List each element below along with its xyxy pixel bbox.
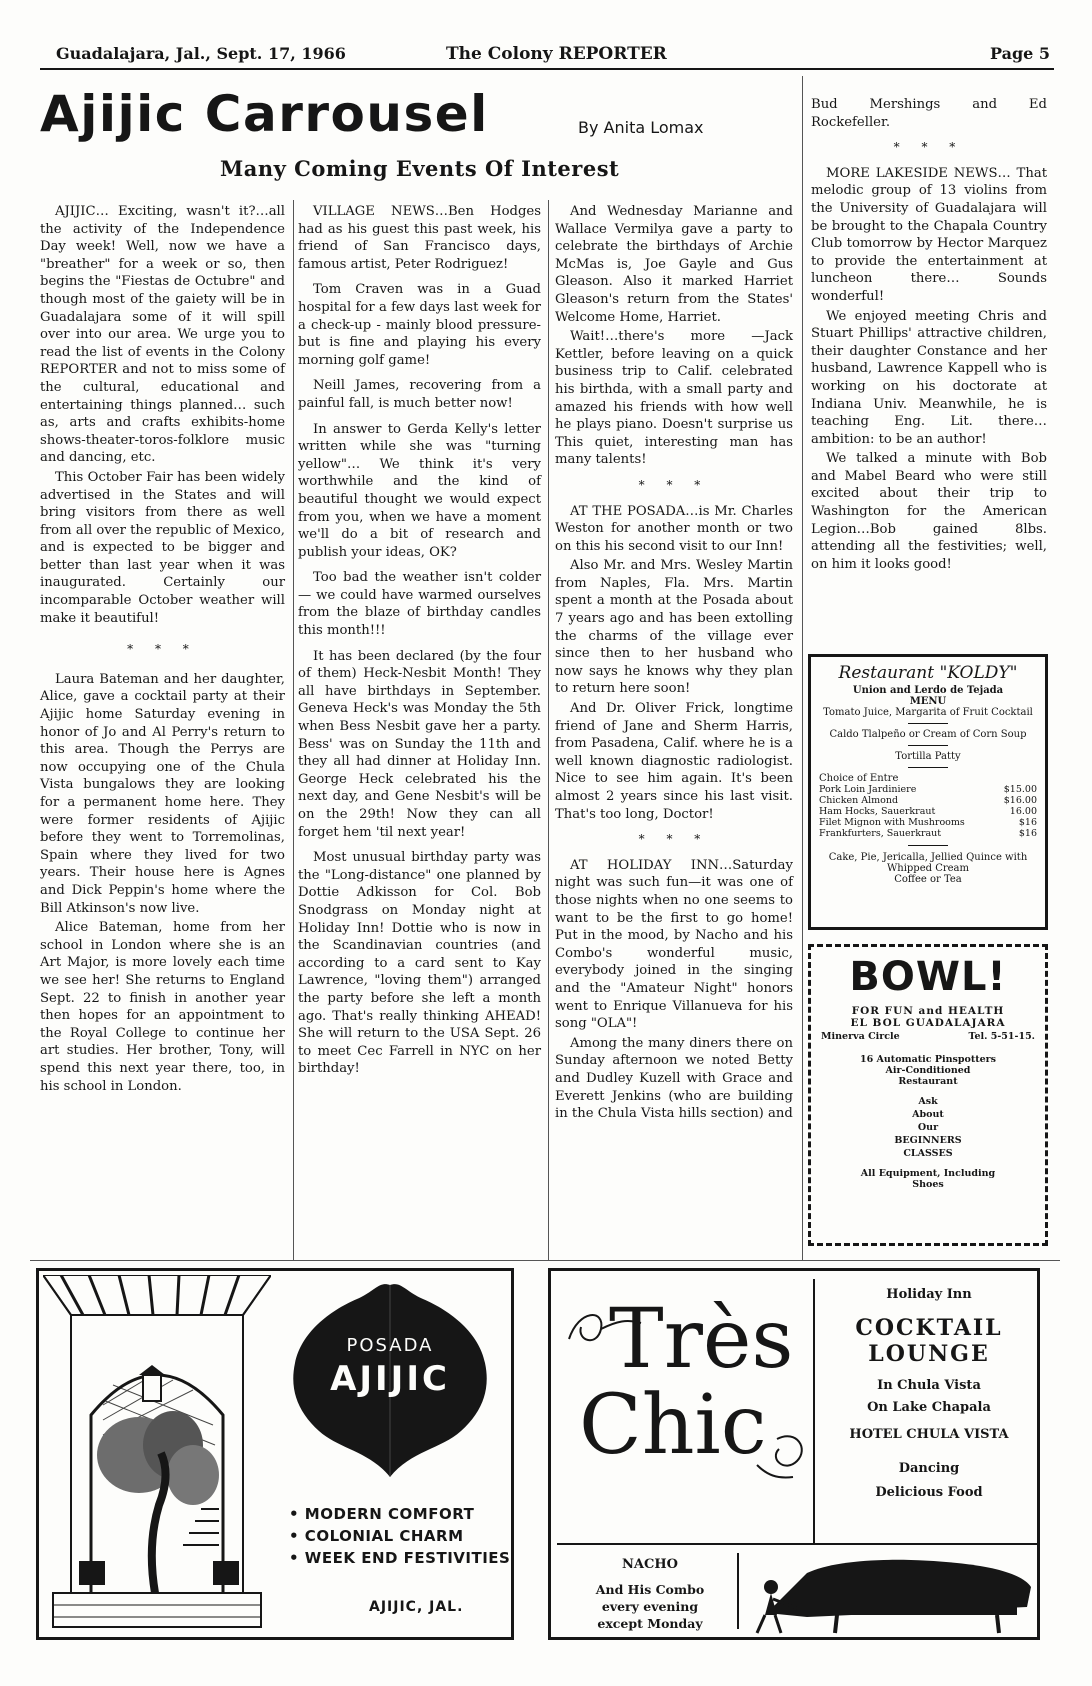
restaurant-koldy-ad — [808, 654, 1048, 930]
act-name: NACHO — [622, 1557, 678, 1572]
ad-entree-row — [819, 828, 1037, 839]
ad-menu-item: Caldo Tlalpeño or Cream of Corn Soup — [829, 729, 1027, 740]
bowl-ad — [808, 944, 1048, 1246]
ad-entree-row — [819, 795, 1037, 806]
act-detail-line: every evening — [601, 1599, 699, 1614]
lounge-features — [819, 1457, 1039, 1505]
ad-phone: Tel. 5-51-15. — [968, 1031, 1035, 1042]
divider — [908, 723, 948, 724]
tres-chic-brand-line2: Chic — [579, 1378, 767, 1473]
ad-classes-line: CLASSES — [903, 1148, 953, 1159]
lounge-title — [819, 1315, 1039, 1367]
lounge-feature: Delicious Food — [875, 1485, 983, 1500]
ad-line: EL BOL GUADALAJARA — [850, 1017, 1006, 1029]
ad-entree-row — [819, 817, 1037, 828]
posada-bullets — [289, 1503, 510, 1569]
article-column-2 — [298, 203, 541, 1078]
entree-name: Chicken Almond — [819, 795, 899, 806]
act-details — [575, 1581, 725, 1632]
hotel-name: HOTEL CHULA VISTA — [849, 1427, 1009, 1442]
column-rule — [548, 200, 549, 1260]
ad-feature: Air-Conditioned — [885, 1065, 971, 1076]
posada-bullet: • COLONIAL CHARM — [289, 1527, 464, 1545]
ad-entree-row — [819, 784, 1037, 795]
posada-bullet: • WEEK END FESTIVITIES — [289, 1549, 511, 1567]
entree-price: $16 — [1018, 828, 1037, 839]
divider — [813, 1279, 815, 1543]
article-column-3 — [555, 203, 793, 1123]
ad-feature: 16 Automatic Pinspotters — [860, 1054, 996, 1065]
ad-drinks: Coffee or Tea — [894, 874, 962, 885]
ad-dessert: Cake, Pie, Jericalla, Jellied Quince with Whipped Cream — [828, 852, 1028, 874]
column-rule — [802, 76, 803, 1260]
entree-price: $16 — [1018, 817, 1037, 828]
ad-menu-item: Tomato Juice, Margarita of Fruit Cocktail — [823, 707, 1033, 718]
ad-location: Minerva Circle — [821, 1031, 900, 1042]
posada-ajijic-ad — [36, 1268, 514, 1640]
section-divider: * * * — [893, 140, 965, 155]
masthead-paper-name: The Colony REPORTER — [446, 44, 667, 64]
ad-line: FOR FUN and HEALTH — [851, 1005, 1005, 1017]
paragraph: Alice Bateman, home from her school in London where she is an Art Major, is more lovely each time we see her! She returns to England Sept. 22 to finish in another year then hopes for an appointment to the Royal College to continue her art studies. Her brother, Tony, will spend this next year there, too, in his school in London. — [40, 920, 285, 1094]
lounge-location — [819, 1375, 1039, 1419]
masthead-page-number: Page 5 — [990, 44, 1051, 63]
entree-name: Ham Hocks, Sauerkraut — [819, 806, 936, 817]
paragraph: Among the many diners there on Sunday afternoon we noted Betty and Dudley Kuzell with Grace and Everett Jenkins (who are building in the Chula Vista hills section) and — [555, 1035, 793, 1122]
article-title: Ajijic Carrousel — [40, 85, 489, 143]
lounge-title-line: COCKTAIL — [855, 1315, 1003, 1341]
entree-name: Pork Loin Jardiniere — [819, 784, 917, 795]
ad-entree-row — [819, 806, 1037, 817]
ad-equipment: Shoes — [912, 1179, 944, 1190]
ad-classes — [821, 1095, 1035, 1160]
paragraph: It has been declared (by the four of them) Heck-Nesbit Month! They all have birthdays in September. Geneva Heck's was Monday the 5th when Bess Nesbit gave her a party. Bess' was on Sunday the 11th and they all had dinner at Holiday Inn. George Heck celebrated his the next day, and Gene Nesbit's will be on the 29th! Now they can all forget hem 'til next year! — [298, 648, 541, 840]
masthead-rule — [40, 68, 1054, 70]
posada-illustration — [43, 1275, 271, 1633]
paragraph: Tom Craven was in a Guad hospital for a few days last week for a check-up - mainly blood pressure- but is fine and playing his every morning golf game! — [298, 282, 541, 368]
column-rule — [293, 200, 294, 1260]
section-divider: * * * — [638, 477, 710, 492]
entree-price: 16.00 — [1009, 806, 1037, 817]
act-detail-line: except Monday — [597, 1616, 703, 1631]
entree-name: Filet Mignon with Mushrooms — [819, 817, 965, 828]
entree-price: $15.00 — [1003, 784, 1037, 795]
act-detail-line: And His Combo — [595, 1582, 705, 1597]
divider — [908, 845, 948, 846]
ad-headline: BOWL! — [849, 954, 1007, 1000]
divider — [557, 1543, 1037, 1545]
section-rule — [30, 1260, 1060, 1261]
divider — [908, 745, 948, 746]
ad-classes-line: BEGINNERS — [894, 1135, 962, 1146]
venue-name: Holiday Inn — [886, 1287, 972, 1302]
posada-name-line1: POSADA — [346, 1335, 434, 1356]
entree-price: $16.00 — [1003, 795, 1037, 806]
ad-menu-item: Tortilla Patty — [895, 751, 961, 762]
paragraph: Neill James, recovering from a painful fall, is much better now! — [298, 378, 541, 411]
paragraph: Laura Bateman and her daughter, Alice, gave a cocktail party at their Ajijic home Saturday evening in honor of Jo and Al Perry's return to this area. Though the Perrys are now occupying one of the Chula Vista bungalows they are looking for a permanent home here. They were former residents of Ajijic before they went to Torremolinas, Spain where they lived for two years. Their house here is Agnes and Dick Peppin's home where the Bill Atkinson's now live. — [40, 671, 285, 916]
entree-name: Frankfurters, Sauerkraut — [819, 828, 942, 839]
paragraph: MORE LAKESIDE NEWS… That melodic group of 13 violins from the University of Guadalajara will be brought to the Chapala Country Club tomorrow by Hector Marquez to provide the entertainment at luncheon there… Sounds wonderful! — [811, 165, 1047, 304]
paragraph: And Wednesday Marianne and Wallace Vermilya gave a party to celebrate the birthdays of Archie McMas is, Joe Gayle and Gus Gleason. Also it marked Harriet Gleason's return from the States' Welcome Home, Harriet. — [555, 204, 793, 325]
paragraph: Bud Mershings and Ed Rockefeller. — [811, 97, 1047, 130]
lounge-location-line: In Chula Vista — [877, 1378, 981, 1393]
section-divider: * * * — [127, 642, 198, 657]
tres-chic-brand-line1: Très — [609, 1292, 794, 1387]
divider — [737, 1553, 739, 1629]
paragraph: In answer to Gerda Kelly's letter written while she was "turning yellow"… We think it's very worthwhile and the kind of beautiful thought we would expect from you, when we have a moment we'll do a bit of research and publish your ideas, OK? — [298, 421, 541, 560]
ad-classes-line: Our — [917, 1122, 939, 1133]
article-column-1 — [40, 203, 285, 1095]
paragraph: And Dr. Oliver Frick, longtime friend of Jane and Sherm Harris, from Pasadena, Calif. where he is a well known diagnostic radiologist. Nice to see him again. It's been almost 2 years since his last visit. That's too long, Doctor! — [555, 701, 793, 822]
paragraph: Also Mr. and Mrs. Wesley Martin from Naples, Fla. Mrs. Martin spent a month at the Posada about 7 years ago and has been extolling the charms of the village ever since then to her husband who now says he knows why they plan to return here soon! — [555, 558, 793, 697]
paragraph: We talked a minute with Bob and Mabel Beard who were still excited about their trip to Washington for the American Legion…Bob gained 8lbs. attending all the festivities; well, on him it looks good! — [811, 451, 1047, 572]
tres-chic-ad — [548, 1268, 1040, 1640]
masthead-dateline: Guadalajara, Jal., Sept. 17, 1966 — [56, 44, 346, 63]
article-column-4 — [811, 96, 1047, 573]
paragraph: AJIJIC… Exciting, wasn't it?…all the activity of the Independence Day week! Well, now we have a "breather" for a week or so, then begins the "Fiestas de Octubre" and though most of the gaiety will be in Guadalajara some of it will spill over into our area. We urge you to read the list of events in the Colony REPORTER and not to miss some of the cultural, educational and entertaining things planned… such as, arts and crafts exhibits-home shows-theater-toros-folklore music and dancing, etc. — [40, 204, 285, 466]
paragraph: Wait!…there's more —Jack Kettler, before leaving on a quick business trip to Calif. celebrated his birthda, with a small party and amazed his friends with how well he plays piano. Doesn't surprise us This quiet, interesting man has many talents! — [555, 329, 793, 468]
article-byline: By Anita Lomax — [578, 118, 704, 137]
posada-name-line2: AJIJIC — [330, 1359, 450, 1399]
ad-entree-label: Choice of Entre — [819, 773, 899, 784]
ad-classes-line: Ask — [918, 1096, 938, 1107]
paragraph: Most unusual birthday party was the "Long-distance" one planned by Dottie Adkisson for Col. Bob Snodgrass on Monday night at Holiday Inn! Dottie who is now in the Scandinavian countries (and according to a card sent to Kay Lawrence, "loving them") arranged the party before she left a month ago. That's really thinking AHEAD! She will return to the USA Sept. 26 to meet Cec Farrell in NYC on her birthday! — [298, 850, 541, 1077]
lounge-location-line: On Lake Chapala — [867, 1400, 991, 1415]
ad-location-row — [821, 1031, 1035, 1042]
piano-icon — [747, 1553, 1037, 1635]
paragraph: AT THE POSADA…is Mr. Charles Weston for another month or two on this his second visit to our Inn! — [555, 503, 793, 554]
ad-feature: Restaurant — [898, 1076, 958, 1087]
ad-address: Union and Lerdo de Tejada — [852, 685, 1004, 696]
posada-bullet: • MODERN COMFORT — [289, 1505, 475, 1523]
ad-classes-line: About — [912, 1109, 944, 1120]
ad-equipment: All Equipment, Including — [860, 1168, 996, 1179]
divider — [908, 767, 948, 768]
ad-restaurant-name: Restaurant "KOLDY" — [838, 663, 1018, 683]
lounge-feature: Dancing — [898, 1461, 960, 1476]
article-subhead: Many Coming Events Of Interest — [220, 156, 620, 181]
ad-menu-label: MENU — [909, 696, 947, 707]
paragraph: VILLAGE NEWS…Ben Hodges had as his guest this past week, his friend of San Francisco days, famous artist, Peter Rodriguez! — [298, 204, 541, 272]
paragraph: Too bad the weather isn't colder — we could have warmed ourselves from the blaze of birthday candles this month!!! — [298, 570, 541, 639]
paragraph: This October Fair has been widely advertised in the States and will bring visitors from there as well from all over the republic of Mexico, and is expected to be bigger and better than last year when it was inaugurated. Certainly our incomparable October weather will make it beautiful! — [40, 469, 285, 626]
paragraph: AT HOLIDAY INN…Saturday night was such fun—it was one of those nights when no one seems to want to be the first to go home! Put in the mood, by Nacho and his Combo's wonderful music, everybody joined in the singing and the "Amateur Night" honors went to Enrique Villanueva for his song "OLA"! — [555, 857, 793, 1032]
section-divider: * * * — [638, 832, 710, 847]
lounge-title-line: LOUNGE — [868, 1341, 990, 1367]
posada-location: AJIJIC, JAL. — [369, 1599, 464, 1615]
paragraph: We enjoyed meeting Chris and Stuart Phillips' attractive children, their daughter Constance and her husband, Lawrence Kappell who is working on his doctorate at Indiana Univ. Meanwhile, he is teaching Eng. Lit. there…ambition: to be an author! — [811, 308, 1047, 447]
